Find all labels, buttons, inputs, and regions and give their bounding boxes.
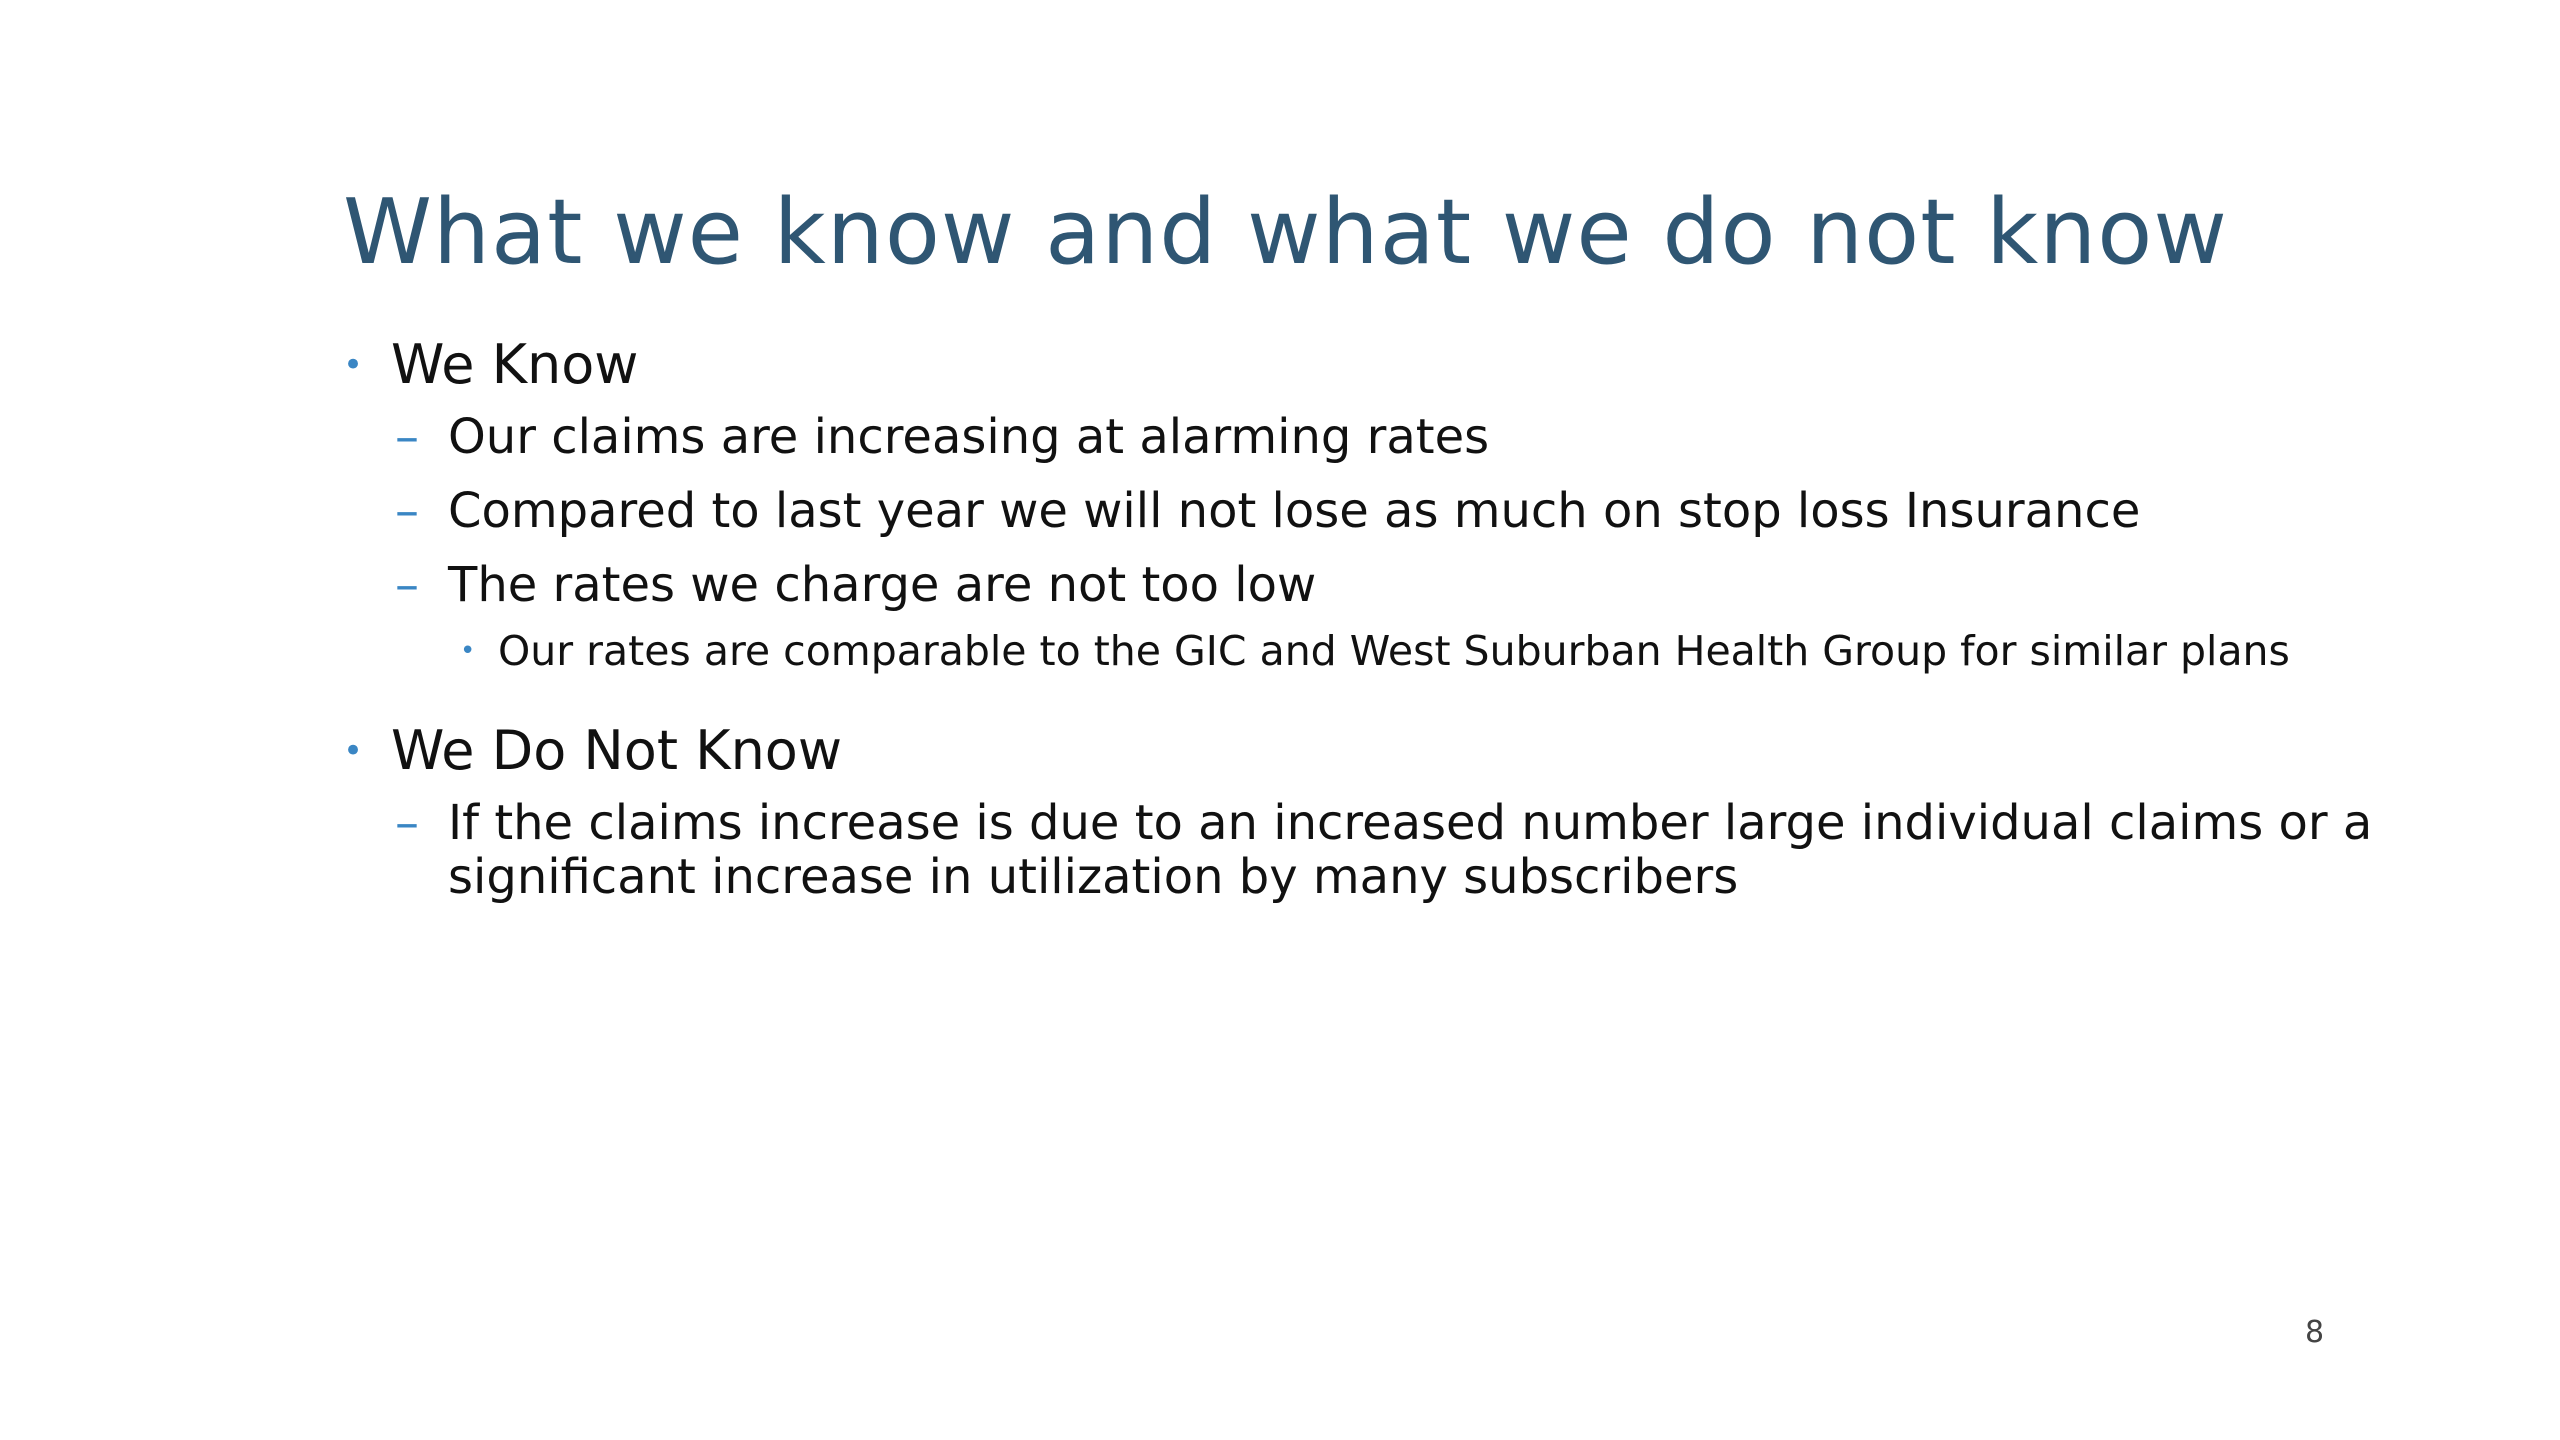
slide-content	[343, 330, 2373, 905]
sub-sub-bullet	[343, 626, 2343, 676]
bullet-we-know	[343, 330, 2343, 400]
sub-bullet-text: If the claims increase is due to an increased number large individual claims or a significant increase in utilization by many subscribers	[448, 795, 2373, 905]
sub-bullet-text: Our claims are increasing at alarming rates	[448, 409, 1490, 465]
sub-sub-bullet-text: Our rates are comparable to the GIC and West Suburban Health Group for similar plans	[498, 627, 2290, 675]
bullet-label: We Know	[391, 333, 639, 396]
sub-bullet	[343, 796, 2488, 904]
slide-title: What we know and what we do not know	[343, 180, 2228, 285]
bullet-label: We Do Not Know	[391, 719, 843, 782]
bullet-dot-icon: •	[460, 636, 476, 666]
dash-icon: –	[395, 409, 419, 465]
bullet-dot-icon: •	[343, 345, 364, 385]
bullet-we-do-not-know	[343, 716, 2343, 786]
page-number: 8	[2305, 1315, 2325, 1350]
sub-bullet-text: Compared to last year we will not lose as much on stop loss Insurance	[448, 483, 2141, 539]
bullet-dot-icon: •	[343, 731, 364, 771]
sub-bullet-text: The rates we charge are not too low	[448, 557, 1317, 613]
dash-icon: –	[395, 795, 419, 851]
sub-bullet	[343, 484, 2343, 538]
sub-bullet	[343, 410, 2343, 464]
dash-icon: –	[395, 557, 419, 613]
sub-bullet	[343, 558, 2343, 612]
dash-icon: –	[395, 483, 419, 539]
